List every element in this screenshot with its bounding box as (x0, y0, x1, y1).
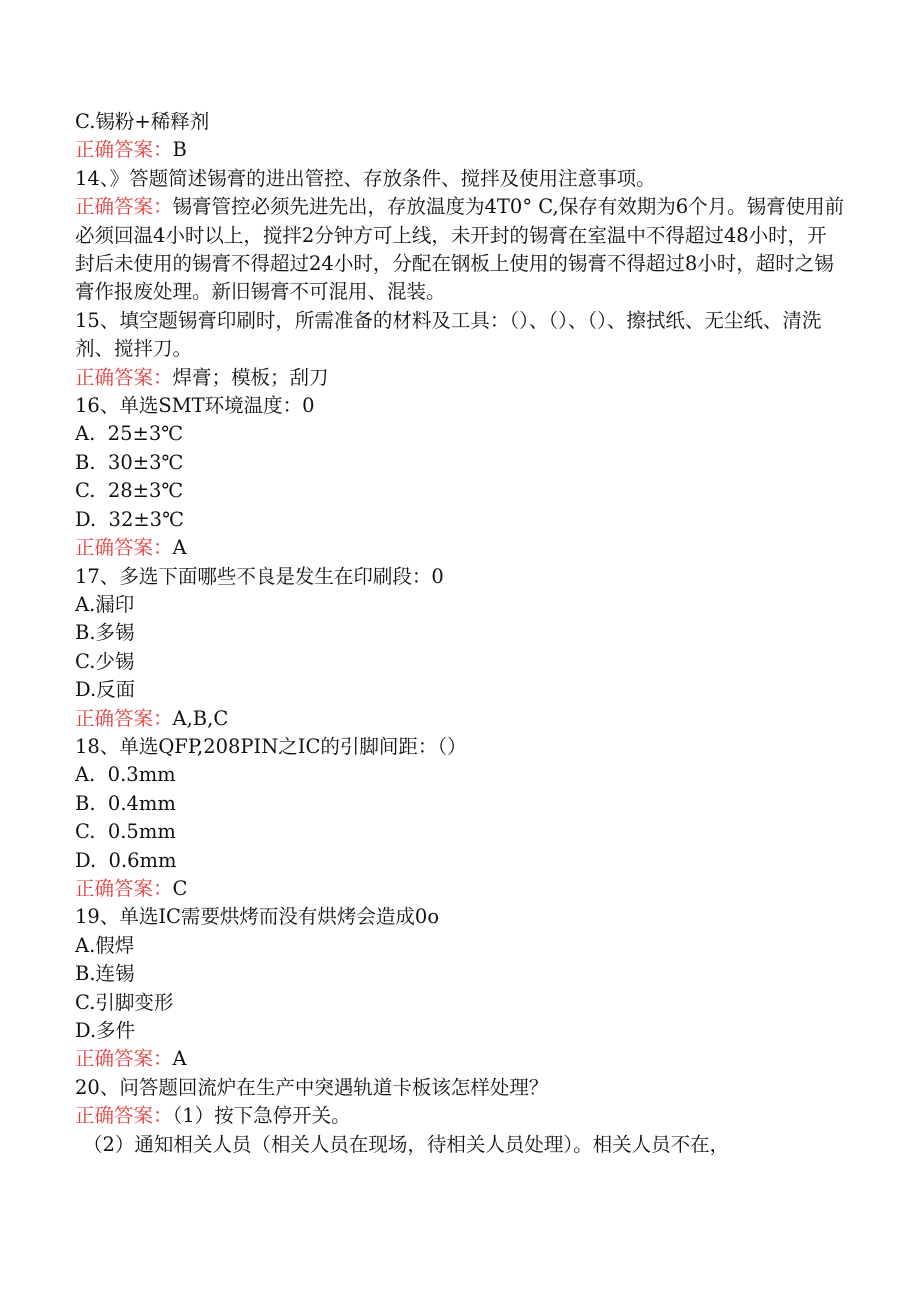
answer-line-19 (75, 1045, 845, 1073)
answer-value: B (172, 138, 187, 162)
option-d: D.反面 (75, 678, 136, 702)
answer-label: 正确答案： (75, 876, 173, 900)
question-15: 15、填空题锡膏印刷时，所需准备的材料及工具：（）、（）、（）、擦拭纸、无尘纸、清洗剂、搅拌刀。 (75, 308, 822, 361)
answer-label: 正确答案： (75, 195, 173, 219)
question-20: 20、问答题回流炉在生产中突遇轨道卡板该怎样处理？ (75, 1075, 549, 1099)
answer-value: A,B,C (172, 706, 229, 730)
question-17: 17、多选下面哪些不良是发生在印刷段：0 (75, 564, 444, 588)
answer-value: A (172, 536, 187, 560)
answer-block-14 (75, 193, 845, 307)
answer-value: （1）按下急停开关。 (172, 1104, 351, 1128)
option-d: D. 32±3℃ (75, 507, 184, 531)
option-a: A. 0.3mm (75, 763, 176, 787)
answer-line-13 (75, 136, 845, 164)
answer-line-17 (75, 705, 845, 733)
option-a: A.假焊 (75, 933, 135, 957)
option-d: D.多件 (75, 1019, 136, 1042)
answer-line-16 (75, 534, 845, 562)
option-d: D. 0.6mm (75, 848, 177, 872)
answer-label: 正确答案： (75, 365, 173, 389)
answer-line-20 (75, 1102, 845, 1130)
answer-label: 正确答案： (75, 706, 173, 730)
document-body (75, 108, 845, 1159)
option-c-line: C.锡粉+稀释剂 (75, 110, 210, 133)
option-b: B. 30±3℃ (75, 450, 184, 474)
option-b: B. 0.4mm (75, 791, 176, 815)
option-b: B.多锡 (75, 621, 135, 645)
option-a: A.漏印 (75, 592, 135, 616)
question-14: 14、》答题简述锡膏的进出管控、存放条件、搅拌及使用注意事项。 (75, 166, 656, 190)
answer-line-15 (75, 364, 845, 392)
option-c: C.引脚变形 (75, 990, 174, 1014)
option-c: C. 28±3℃ (75, 479, 184, 503)
answer-line-18 (75, 875, 845, 903)
answer-value: C (172, 876, 188, 900)
question-16: 16、单选SMT环境温度：0 (75, 394, 315, 418)
answer-value: A (172, 1047, 187, 1071)
answer-label: 正确答案： (75, 536, 173, 560)
answer-value: 焊膏；模板；刮刀 (172, 365, 329, 389)
answer-label: 正确答案： (75, 138, 173, 162)
answer-continuation-20: （2）通知相关人员（相关人员在现场，待相关人员处理）。相关人员不在， (83, 1132, 730, 1156)
option-b: B.连锡 (75, 962, 135, 986)
answer-label: 正确答案： (75, 1104, 173, 1128)
option-c: C.少锡 (75, 649, 135, 673)
answer-value: 锡膏管控必须先进先出，存放温度为4T0° C,保存有效期为6个月。锡膏使用前必须回温4小时以上，搅拌2分钟方可上线，未开封的锡膏在室温中不得超过48小时，开封后未使用的锡膏不得超过24小时，分配在钢板上使用的锡膏不得超过8小时，超时之锡膏作报废处理。新旧锡膏不可混用、混装。 (75, 195, 845, 304)
question-18: 18、单选QFP,208PIN之IC的引脚间距：（） (75, 734, 467, 758)
option-c: C. 0.5mm (75, 820, 176, 844)
option-a: A. 25±3℃ (75, 422, 184, 446)
answer-label: 正确答案： (75, 1047, 173, 1071)
question-19: 19、单选IC需要烘烤而没有烘烤会造成0o (75, 905, 440, 929)
